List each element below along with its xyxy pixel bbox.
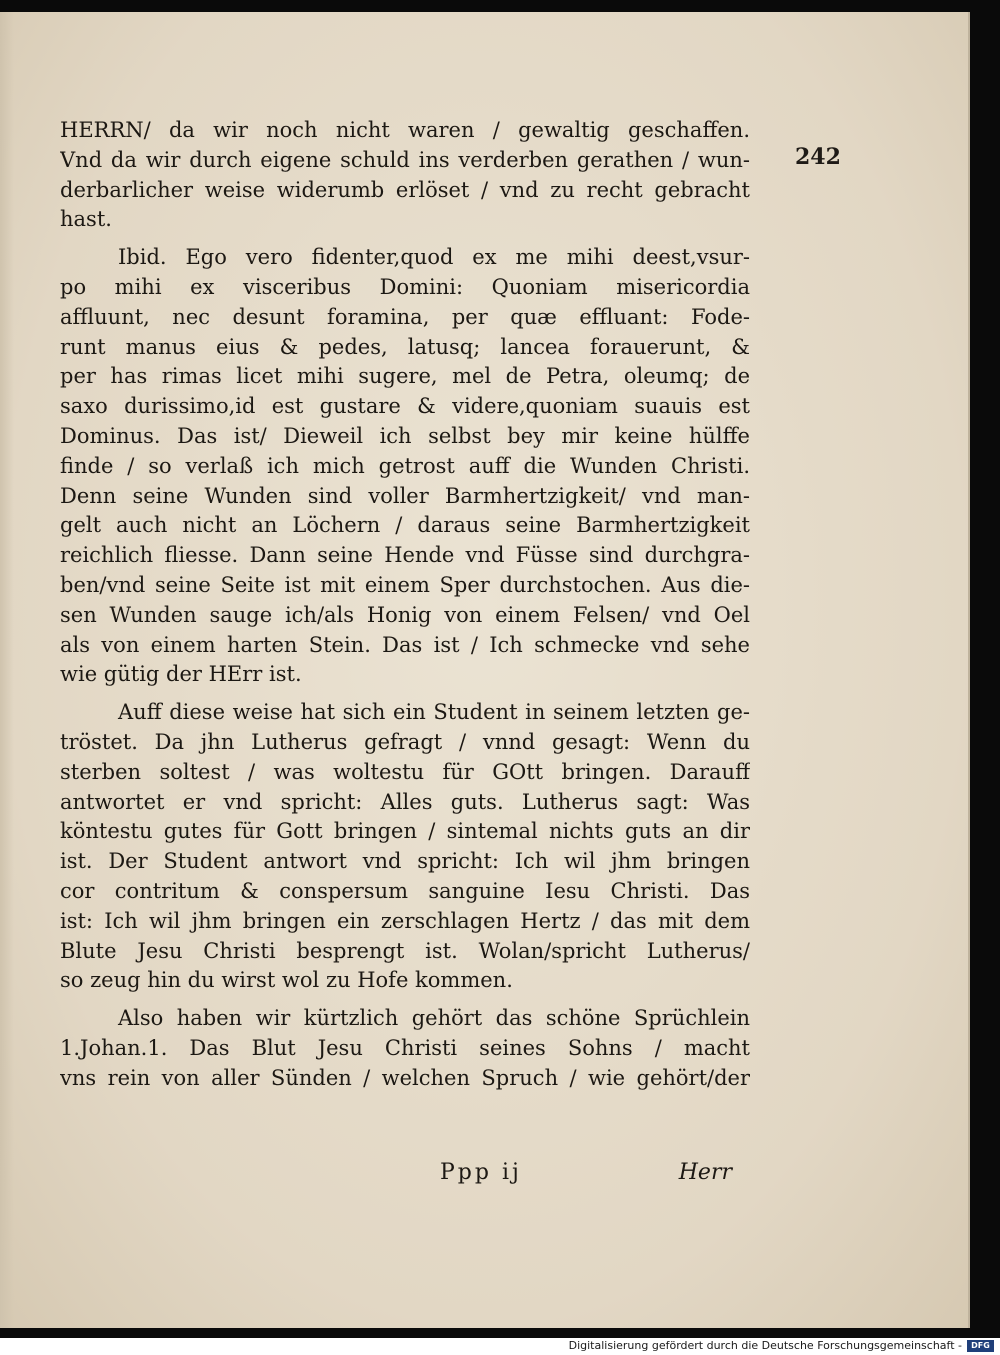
text-line: runt manus eius & pedes, latusq; lancea forauerunt, & xyxy=(60,334,750,359)
text-line: finde / so verlaß ich mich getrost auff die Wunden Christi. xyxy=(60,453,750,478)
text-line: so zeug hin du wirst wol zu Hofe kommen. xyxy=(60,968,513,993)
text-line: köntestu gutes für Gott bringen / sintemal nichts guts an dir xyxy=(60,819,750,844)
footer-bar xyxy=(0,1338,1000,1355)
text-line: cor contritum & conspersum sanguine Iesu Christi. Das xyxy=(60,878,750,903)
funding-credit: Digitalisierung gefördert durch die Deutsche Forschungsgemeinschaft - xyxy=(568,1339,962,1352)
text-line: antwortet er vnd spricht: Alles guts. Lutherus sagt: Was xyxy=(60,789,750,814)
text-line: per has rimas licet mihi sugere, mel de Petra, oleumq; de xyxy=(60,364,750,389)
text-line: tröstet. Da jhn Lutherus gefragt / vnnd gesagt: Wenn du xyxy=(60,729,750,754)
text-line: vns rein von aller Sünden / welchen Spruch / wie gehört/der xyxy=(60,1065,750,1090)
text-line: hast. xyxy=(60,207,112,232)
signature-mark: Ppp ij xyxy=(440,1160,522,1185)
text-line: derbarlicher weise widerumb erlöset / vnd zu recht gebracht xyxy=(60,177,750,202)
book-page xyxy=(0,12,970,1328)
text-line: gelt auch nicht an Löchern / daraus seine Barmhertzigkeit xyxy=(60,513,750,538)
text-line: Ibid. Ego vero fidenter,quod ex me mihi deest,vsur- xyxy=(118,245,750,270)
text-line: Vnd da wir durch eigene schuld ins verderben gerathen / wun- xyxy=(60,147,750,172)
text-line: sterben soltest / was woltestu für GOtt bringen. Darauff xyxy=(60,759,750,784)
text-line: reichlich fliesse. Dann seine Hende vnd Füsse sind durchgra- xyxy=(60,543,750,568)
page-number: 242 xyxy=(795,144,841,170)
text-line: Also haben wir kürtzlich gehört das schöne Sprüchlein xyxy=(118,1006,750,1031)
text-line: ist: Ich wil jhm bringen ein zerschlagen Hertz / das mit dem xyxy=(60,908,750,933)
text-line: HERRN/ da wir noch nicht waren / gewaltig geschaffen. xyxy=(60,118,750,142)
text-line: 1.Johan.1. Das Blut Jesu Christi seines Sohns / macht xyxy=(60,1035,750,1060)
text-line: ben/vnd seine Seite ist mit einem Sper durchstochen. Aus die- xyxy=(60,572,750,597)
text-line: Auff diese weise hat sich ein Student in seinem letzten ge- xyxy=(118,700,750,725)
text-line: saxo durissimo,id est gustare & videre,quoniam suauis est xyxy=(60,394,750,419)
text-line: affluunt, nec desunt foramina, per quæ effluant: Fode- xyxy=(60,304,750,329)
text-line: ist. Der Student antwort vnd spricht: Ich wil jhm bringen xyxy=(60,849,750,874)
text-line: Dominus. Das ist/ Dieweil ich selbst bey mir keine hülffe xyxy=(60,423,750,448)
text-line: po mihi ex visceribus Domini: Quoniam misericordia xyxy=(60,274,750,299)
page-text xyxy=(60,116,750,1094)
text-line: Denn seine Wunden sind voller Barmhertzigkeit/ vnd man- xyxy=(60,483,750,508)
catchword: Herr xyxy=(678,1160,732,1185)
text-line: als von einem harten Stein. Das ist / Ich schmecke vnd sehe xyxy=(60,632,750,657)
text-line: sen Wunden sauge ich/als Honig von einem Felsen/ vnd Oel xyxy=(60,602,750,627)
dfg-logo: DFG xyxy=(967,1340,994,1352)
text-line: Blute Jesu Christi besprengt ist. Wolan/spricht Lutherus/ xyxy=(60,938,750,963)
text-line: wie gütig der HErr ist. xyxy=(60,662,302,687)
page-gutter-edge xyxy=(0,12,14,1328)
